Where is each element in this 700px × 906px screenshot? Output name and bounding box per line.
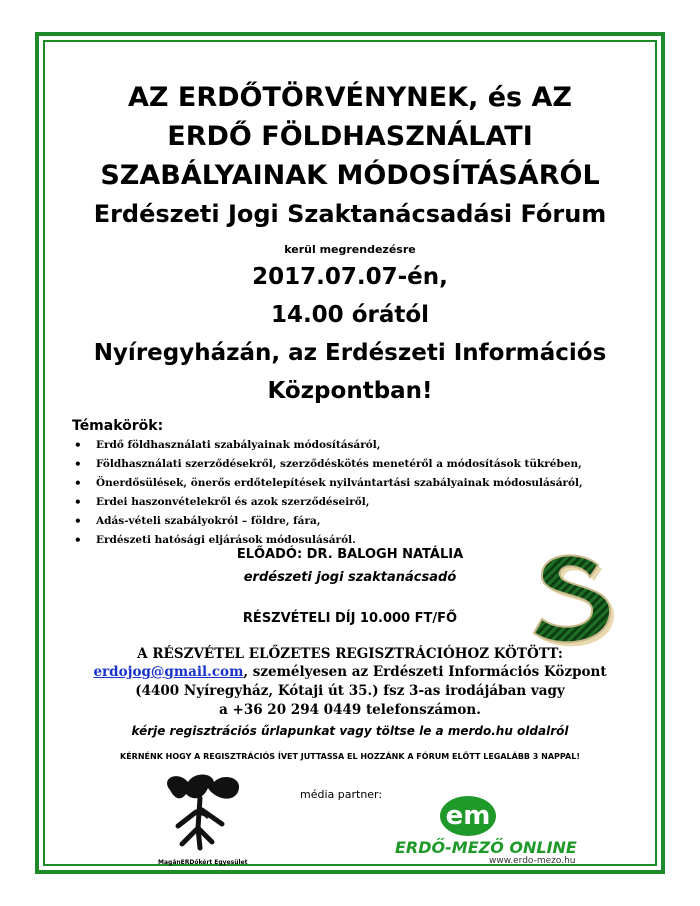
registration-line-1 — [40, 664, 660, 680]
main-title — [40, 78, 660, 195]
s-letter-logo-icon — [520, 547, 620, 647]
location-line-2: Központban! — [267, 378, 433, 404]
em-circle-icon — [440, 796, 496, 836]
title-line-3: SZABÁLYAINAK MÓDOSÍTÁSÁRÓL — [100, 160, 600, 191]
list-item: • Önerdősülések, önerős erdőtelepítések nyilvántartási szabályainak módosulásáról, — [74, 474, 583, 493]
list-item: • Földhasználati szerződésekről, szerződéskötés menetéről a módosítások tükrében, — [74, 455, 583, 474]
fee: RÉSZVÉTELI DÍJ 10.000 FT/FŐ — [242, 611, 458, 626]
email-link[interactable]: erdojog@gmail.com — [93, 664, 244, 680]
kerul-text: kerül megrendezésre — [284, 243, 416, 256]
event-date: 2017.07.07-én, — [252, 264, 448, 290]
erdo-mezo-url: www.erdo-mezo.hu — [489, 856, 576, 866]
list-item: • Adás-vételi szabályokról – földre, fára, — [74, 512, 583, 531]
notice: KÉRNÉNK HOGY A REGISZTRÁCIÓS ÍVET JUTTASSA EL HOZZÁNK A FÓRUM ELŐTT LEGALÁBB 3 NAPPAL! — [120, 752, 580, 761]
location-line-1: Nyíregyházán, az Erdészeti Információs — [93, 340, 607, 366]
title-line-2: ERDŐ FÖLDHASZNÁLATI — [167, 121, 533, 152]
tree-logo-icon — [148, 768, 258, 860]
list-item: • Erdő földhasználati szabályainak módosításáról, — [74, 436, 583, 455]
title-line-1: AZ ERDŐTÖRVÉNYNEK, és AZ — [128, 82, 572, 113]
topics-list — [60, 436, 583, 550]
left-logo-text: MagánERDőkért Egyesület — [158, 859, 248, 866]
registration-line-1-rest: , személyesen az Erdészeti Információs Központ — [243, 664, 607, 680]
speaker-role: erdészeti jogi szaktanácsadó — [243, 570, 457, 585]
speaker: ELŐADÓ: DR. BALOGH NATÁLIA — [236, 547, 464, 562]
erdo-mezo-logo-text: ERDŐ-MEZŐ ONLINE — [395, 838, 577, 857]
registration-heading: A RÉSZVÉTEL ELŐZETES REGISZTRÁCIÓHOZ KÖTÖTT: — [137, 646, 563, 662]
event-time: 14.00 órától — [270, 302, 430, 328]
registration-line-3: a +36 20 294 0449 telefonszámon. — [219, 702, 481, 718]
forum-name: Erdészeti Jogi Szaktanácsadási Fórum — [93, 200, 607, 228]
registration-line-4: kérje regisztrációs űrlapunkat vagy töltse le a merdo.hu oldalról — [131, 724, 569, 738]
media-partner-label: média partner: — [300, 788, 383, 801]
em-initials: em — [445, 801, 491, 831]
registration-line-2: (4400 Nyíregyház, Kótaji út 35.) fsz 3-as irodájában vagy — [135, 683, 565, 699]
topics-title: Témakörök: — [72, 418, 164, 434]
list-item: • Erdei haszonvételekről és azok szerződéseiről, — [74, 493, 583, 512]
list-item: • Erdészeti hatósági eljárások módosulásáról. — [74, 531, 583, 550]
